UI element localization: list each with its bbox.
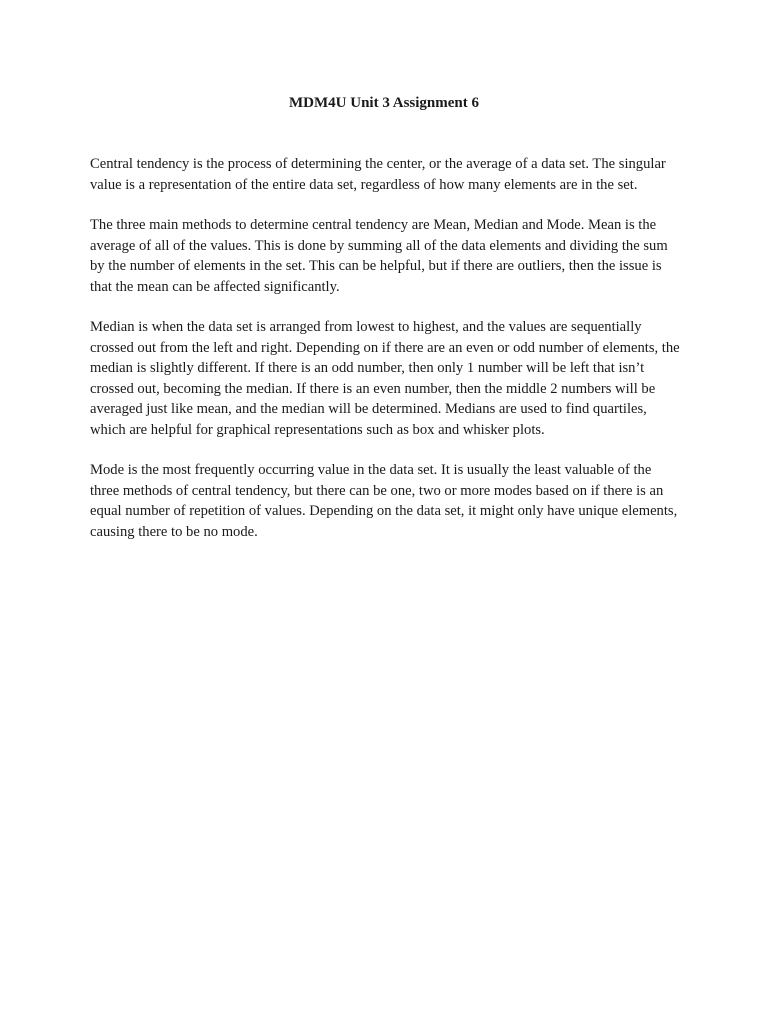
document-title: MDM4U Unit 3 Assignment 6 [289,95,479,111]
paragraph-mode: Mode is the most frequently occurring value in the data set. It is usually the least valuable of the three methods of central tendency, but there can be one, two or more modes based on if there is an equal number of repetition of values. Depending on the data set, it might only have unique elements, causing there to be no mode. [90,462,678,540]
paragraph-central-tendency: Central tendency is the process of determining the center, or the average of a data set. The singular value is a representation of the entire data set, regardless of how many elements are in the set. [90,156,666,193]
document-body [90,154,680,562]
paragraph-median: Median is when the data set is arranged from lowest to highest, and the values are sequentially crossed out from the left and right. Depending on if there are an even or odd number of elements, the median is slightly different. If there is an odd number, then only 1 number will be left that isn’t crossed out, becoming the median. If there is an even number, then the middle 2 numbers will be averaged just like mean, and the median will be determined. Medians are used to find quartiles, which are helpful for graphical representations such as box and whisker plots. [90,319,680,438]
paragraph-mean: The three main methods to determine central tendency are Mean, Median and Mode. Mean is the average of all of the values. This is done by summing all of the data elements and dividing the sum by the number of elements in the set. This can be helpful, but if there are outliers, then the issue is that the mean can be affected significantly. [90,217,668,295]
